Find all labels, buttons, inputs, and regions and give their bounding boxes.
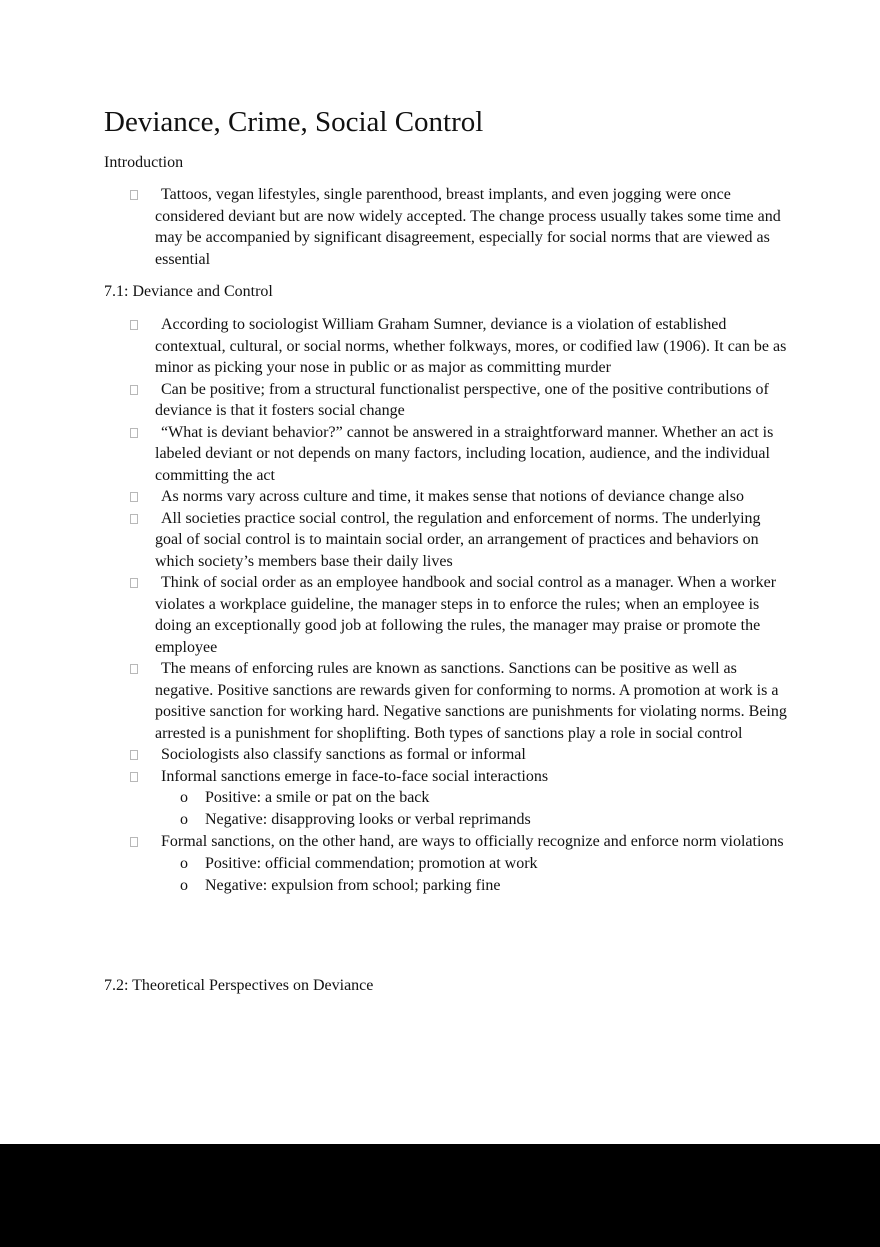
introduction-bullet-list xyxy=(130,184,790,270)
sub-item-text: Positive: official commendation; promotion at work xyxy=(205,854,538,872)
bullet-box-icon xyxy=(130,190,138,200)
bullet-text: As norms vary across culture and time, it makes sense that notions of deviance change also xyxy=(161,488,744,505)
list-item xyxy=(130,379,790,422)
circle-bullet-icon: o xyxy=(180,811,188,828)
sub-item-text: Negative: expulsion from school; parking fine xyxy=(205,876,501,894)
bullet-text: The means of enforcing rules are known as sanctions. Sanctions can be positive as well as negative. Positive sanctions are rewards given for conforming to norms. A promotion at work is a positive sanction for working hard. Negative sanctions are punishments for violating norms. Being arrested is a punishment for shoplifting. Both types of sanctions play a role in social control xyxy=(155,660,787,742)
bullet-box-icon xyxy=(130,578,138,588)
list-item xyxy=(130,184,790,270)
section-heading-theoretical-perspectives: 7.2: Theoretical Perspectives on Deviance xyxy=(104,977,374,994)
bullet-text: “What is deviant behavior?” cannot be answered in a straightforward manner. Whether an act is labeled deviant or not depends on many factors, including location, audience, and the individual committing the act xyxy=(155,423,774,484)
list-item xyxy=(130,422,790,487)
bullet-box-icon xyxy=(130,772,138,782)
sub-list-item xyxy=(155,787,790,809)
list-item xyxy=(130,658,790,744)
deviance-control-bullet-list xyxy=(130,314,790,897)
sub-list-item xyxy=(155,809,790,831)
list-item xyxy=(130,572,790,658)
circle-bullet-icon: o xyxy=(180,854,188,872)
bullet-text: All societies practice social control, the regulation and enforcement of norms. The underlying goal of social control is to maintain social order, an arrangement of practices and behaviors on which society’s members base their daily lives xyxy=(155,509,761,570)
bullet-text: Can be positive; from a structural functionalist perspective, one of the positive contributions of deviance is that it fosters social change xyxy=(155,380,769,419)
bullet-text: Formal sanctions, on the other hand, are ways to officially recognize and enforce norm violations xyxy=(161,833,784,850)
bullet-box-icon xyxy=(130,664,138,674)
bullet-box-icon xyxy=(130,428,138,438)
bullet-box-icon xyxy=(130,492,138,502)
bullet-box-icon xyxy=(130,320,138,330)
section-heading-deviance-and-control: 7.1: Deviance and Control xyxy=(104,283,273,300)
circle-bullet-icon: o xyxy=(180,789,188,806)
sub-list-item xyxy=(155,853,790,875)
bullet-box-icon xyxy=(130,385,138,395)
bullet-text: Informal sanctions emerge in face-to-face social interactions xyxy=(161,767,549,785)
bullet-box-icon xyxy=(130,750,138,760)
list-item xyxy=(130,508,790,573)
list-item xyxy=(130,486,790,508)
bullet-text: Think of social order as an employee handbook and social control as a manager. When a worker violates a workplace guideline, the manager steps in to enforce the rules; when an employee is doing an exceptionally good job at following the rules, the manager may praise or promote the employee xyxy=(155,574,777,656)
bullet-text: According to sociologist William Graham Sumner, deviance is a violation of established contextual, cultural, or social norms, whether folkways, mores, or codified law (1906). It can be as minor as picking your nose in public or as major as committing murder xyxy=(155,316,787,376)
bullet-box-icon xyxy=(130,514,138,524)
bullet-text: Sociologists also classify sanctions as formal or informal xyxy=(161,746,526,763)
sub-list-item xyxy=(155,875,790,897)
informal-sanctions-sub-list xyxy=(155,787,790,831)
bullet-text: Tattoos, vegan lifestyles, single parenthood, breast implants, and even jogging were once considered deviant but are now widely accepted. The change process usually takes some time and may be accompanied by significant disagreement, especially for social norms that are viewed as essential xyxy=(155,186,781,268)
sub-item-text: Positive: a smile or pat on the back xyxy=(205,789,430,806)
section-heading-introduction: Introduction xyxy=(104,154,184,171)
bullet-box-icon xyxy=(130,837,138,847)
formal-sanctions-sub-list xyxy=(155,853,790,897)
circle-bullet-icon: o xyxy=(180,876,188,894)
list-item xyxy=(130,314,790,379)
list-item xyxy=(130,831,790,897)
sub-item-text: Negative: disapproving looks or verbal reprimands xyxy=(205,811,531,828)
list-item xyxy=(130,766,790,832)
bottom-black-band xyxy=(0,1144,880,1247)
list-item xyxy=(130,744,790,766)
document-title: Deviance, Crime, Social Control xyxy=(104,106,484,138)
